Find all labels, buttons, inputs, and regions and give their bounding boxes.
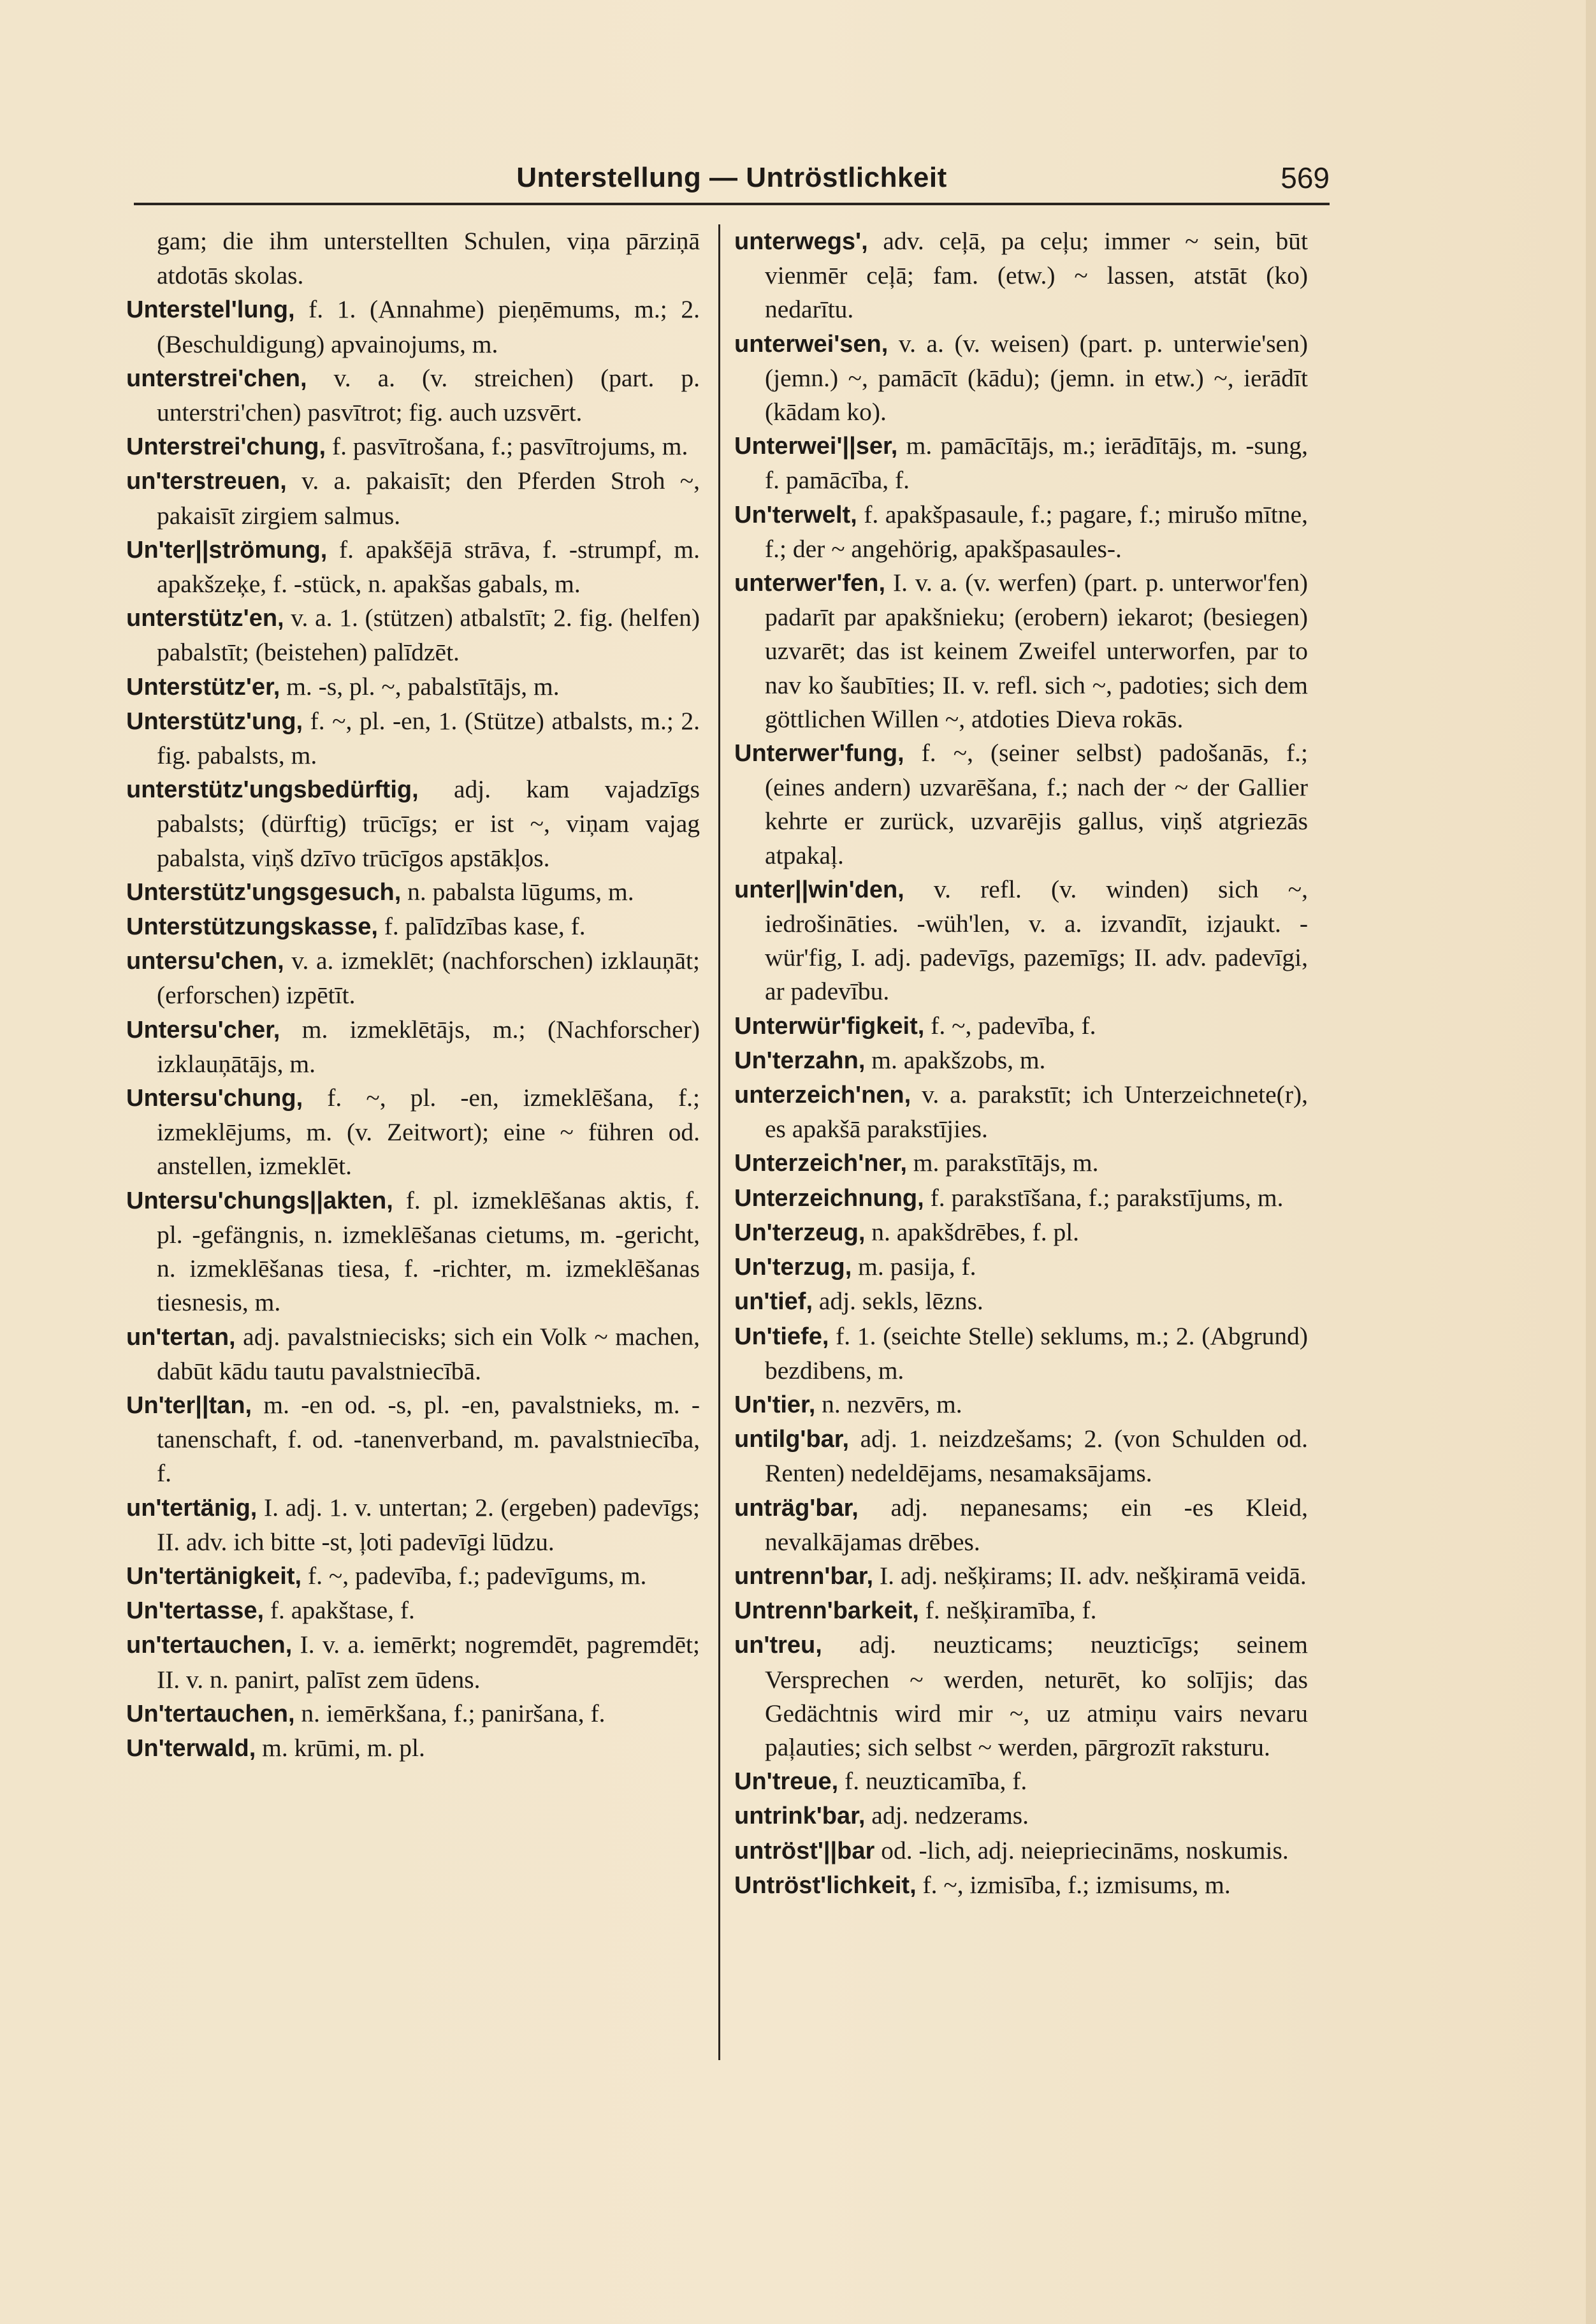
entry-headword: Unterzeich'ner,: [734, 1150, 907, 1177]
entry-definition: adj. pavalstniecisks; sich ein Volk ~ machen, dabūt kādu tautu pavalstniecībā.: [157, 1322, 700, 1385]
dictionary-entry: [734, 1834, 1308, 1868]
entry-definition: adv. ceļā, pa ceļu; immer ~ sein, būt vienmēr ceļā; fam. (etw.) ~ lassen, atstāt (ko) nedarītu.: [765, 227, 1308, 324]
dictionary-entry: [734, 1216, 1308, 1250]
entry-headword: Unterwer'fung,: [734, 740, 904, 767]
entry-definition: m. -s, pl. ~, pabalstītājs, m.: [280, 672, 560, 701]
entry-headword: Untersu'chung,: [126, 1085, 303, 1112]
dictionary-entry: [126, 773, 700, 875]
dictionary-entry: [734, 498, 1308, 566]
entry-headword: Un'ter||tan,: [126, 1391, 252, 1419]
running-head: Unterstellung — Untröstlichkeit: [516, 162, 947, 193]
entry-definition: f. pl. izmeklēšanas aktis, f. pl. -gefängnis, n. izmeklēšanas cietums, m. -gericht, n. izmeklēšanas tiesa, f. -richter, m. izmeklēšanas tiesnesis, m.: [157, 1186, 700, 1317]
dictionary-entry: [126, 910, 700, 944]
entry-headword: Un'terzahn,: [734, 1047, 866, 1074]
entry-headword: Untersu'cher,: [126, 1016, 280, 1043]
dictionary-entry: [126, 1594, 700, 1628]
dictionary-entry: [734, 1559, 1308, 1594]
dictionary-entry: [734, 327, 1308, 430]
dictionary-entry: [126, 293, 700, 361]
entry-definition: f. ~, pl. -en, 1. (Stütze) atbalsts, m.; 2. fig. pabalsts, m.: [157, 706, 700, 770]
entry-definition: v. a. pakaisīt; den Pferden Stroh ~, pakaisīt zirgiem salmus.: [157, 467, 700, 530]
dictionary-entry: [734, 429, 1308, 497]
dictionary-entry: [126, 464, 700, 532]
entry-headword: Unterstütz'ung,: [126, 708, 303, 735]
entry-definition: v. a. izmeklēt; (nachforschen) izklauņāt; (erforschen) izpētīt.: [157, 947, 700, 1010]
header-rule: [134, 203, 1330, 205]
entry-headword: un'tertauchen,: [126, 1632, 293, 1659]
entry-definition: adj. neuzticams; neuzticīgs; seinem Versprechen ~ werden, neturēt, ko solījis; das Gedächtnis wird mir ~, uz atmiņu vairs nevaru paļauties; sich selbst ~ werden, pārgrozīt raksturu.: [765, 1630, 1308, 1761]
dictionary-entry: [126, 1388, 700, 1491]
entry-headword: un'treu,: [734, 1632, 822, 1659]
column-divider: [718, 224, 720, 2060]
page-header: [134, 158, 1330, 204]
entry-definition: f. apakšpasaule, f.; pagare, f.; mirušo mītne, f.; der ~ angehörig, apakšpasaules-.: [765, 500, 1308, 563]
entry-headword: Untröst'lichkeit,: [734, 1871, 917, 1899]
entry-headword: un'tertänig,: [126, 1494, 258, 1521]
dictionary-entry: [126, 1491, 700, 1559]
entry-headword: Un'terzug,: [734, 1254, 852, 1281]
entry-definition: adj. nepanesams; ein -es Kleid, nevalkājamas drēbes.: [765, 1493, 1308, 1556]
entry-definition: v. a. 1. (stützen) atbalstīt; 2. fig. (helfen) pabalstīt; (beistehen) palīdzēt.: [157, 604, 700, 667]
dictionary-entry: [734, 1388, 1308, 1422]
entry-headword: Unterstützungskasse,: [126, 913, 378, 941]
entry-definition: I. v. a. (v. werfen) (part. p. unterwor'fen) padarīt par apakšnieku; (erobern) iekarot; (besiegen) uzvarēt; das ist keinem Zweifel unterworfen, par to nav ko šaubīties; II. v. refl. sich ~, padoties; sich dem göttlichen Willen ~, atdoties Dieva rokās.: [765, 569, 1308, 733]
dictionary-entry: [734, 1181, 1308, 1216]
entry-headword: unterstütz'ungsbedürftig,: [126, 776, 419, 804]
dictionary-entry: [126, 1184, 700, 1320]
entry-definition: f. ~, (seiner selbst) padošanās, f.; (eines andern) uzvarēšana, f.; nach der ~ der Gallier kehrte er zurück, uzvarējis gallus, viņš atgriezās atpakaļ.: [765, 739, 1308, 869]
entry-definition: adj. kam vajadzīgs pabalsts; (dürftig) trūcīgs; er ist ~, viņam vajag pabalsta, viņš dzīvo trūcīgos apstākļos.: [157, 775, 700, 872]
left-column: [126, 224, 700, 1766]
dictionary-entry: [734, 1284, 1308, 1319]
entry-definition: m. pamācītājs, m.; ierādītājs, m. -sung, f. pamācība, f.: [765, 432, 1308, 495]
entry-headword: Unterwei'||ser,: [734, 433, 898, 460]
dictionary-entry: [126, 1628, 700, 1696]
dictionary-entry: [734, 224, 1308, 327]
page-edge: [1586, 0, 1596, 2324]
entry-headword: unterwegs',: [734, 228, 868, 255]
entry-definition: I. adj. nešķirams; II. adv. nešķiramā veidā.: [873, 1561, 1307, 1590]
entry-headword: Un'terwald,: [126, 1734, 256, 1762]
dictionary-entry: [734, 1491, 1308, 1559]
entry-headword: untrink'bar,: [734, 1803, 866, 1830]
entry-definition: f. palīdzības kase, f.: [377, 912, 586, 941]
entry-headword: Un'terwelt,: [734, 501, 857, 528]
dictionary-entry: [126, 1013, 700, 1081]
right-column: [734, 224, 1308, 1903]
entry-definition: f. 1. (Annahme) pieņēmums, m.; 2. (Beschuldigung) apvainojums, m.: [157, 295, 700, 358]
entry-headword: un'terstreuen,: [126, 468, 287, 495]
entry-definition: v. refl. (v. winden) sich ~, iedrošināties. -wüh'len, v. a. izvandīt, izjaukt. -wür'fig, I. adj. padevīgs, pazemīgs; II. adv. padevīgi, ar padevību.: [765, 875, 1308, 1006]
entry-definition: f. apakšējā strāva, f. -strumpf, m. apakšzeķe, f. -stück, n. apakšas gabals, m.: [157, 535, 700, 599]
dictionary-entry: [734, 736, 1308, 873]
entry-headword: unterstrei'chen,: [126, 365, 307, 392]
dictionary-entry: [126, 430, 700, 464]
entry-definition: n. nezvērs, m.: [815, 1390, 962, 1418]
entry-headword: Unterzeichnung,: [734, 1184, 924, 1212]
entry-definition: f. ~, padevība, f.: [924, 1011, 1096, 1040]
entry-headword: Un'tertasse,: [126, 1597, 265, 1625]
entry-headword: untrenn'bar,: [734, 1562, 874, 1590]
entry-definition: m. apakšzobs, m.: [865, 1045, 1046, 1074]
entry-headword: untersu'chen,: [126, 948, 284, 975]
entry-headword: untilg'bar,: [734, 1426, 850, 1453]
dictionary-entry: [734, 566, 1308, 736]
entry-headword: Un'tiefe,: [734, 1323, 829, 1350]
entry-headword: un'tief,: [734, 1288, 813, 1316]
entry-definition: v. a. parakstīt; ich Unterzeichnete(r), es apakšā parakstījies.: [765, 1080, 1308, 1144]
entry-headword: Unterwür'figkeit,: [734, 1012, 925, 1040]
dictionary-entry: [126, 1081, 700, 1184]
dictionary-entry: [126, 1731, 700, 1766]
dictionary-entry: [126, 944, 700, 1012]
entry-definition: m. izmeklētājs, m.; (Nachforscher) izklauņātājs, m.: [157, 1015, 700, 1078]
dictionary-entry: [734, 1628, 1308, 1764]
entry-definition: f. nešķiramība, f.: [918, 1596, 1097, 1625]
entry-definition: v. a. (v. streichen) (part. p. unterstri'chen) pasvītrot; fig. auch uzsvērt.: [157, 363, 700, 427]
entry-definition: f. ~, pl. -en, izmeklēšana, f.; izmeklējums, m. (v. Zeitwort); eine ~ führen od. anstellen, izmeklēt.: [157, 1084, 700, 1180]
entry-definition: f. ~, izmisība, f.; izmisums, m.: [916, 1870, 1231, 1899]
dictionary-entry: [126, 1697, 700, 1731]
entry-definition: n. iemērkšana, f.; paniršana, f.: [294, 1699, 606, 1727]
entry-definition: m. pasija, f.: [852, 1253, 976, 1281]
entry-headword: unterwer'fen,: [734, 570, 886, 597]
entry-definition: n. pabalsta lūgums, m.: [401, 877, 634, 906]
entry-headword: Untersu'chungs||akten,: [126, 1187, 393, 1214]
entry-definition: f. 1. (seichte Stelle) seklums, m.; 2. (Abgrund) bezdibens, m.: [765, 1321, 1308, 1384]
page-number: 569: [1280, 161, 1330, 194]
entry-definition: I. adj. 1. v. untertan; 2. (ergeben) padevīgs; II. adv. ich bitte -st, ļoti padevīgi lūdzu.: [157, 1493, 700, 1556]
entry-headword: Un'ter||strömung,: [126, 536, 328, 563]
entry-headword: Untrenn'barkeit,: [734, 1597, 919, 1625]
entry-headword: untröst'||bar: [734, 1837, 875, 1864]
dictionary-entry: [734, 1799, 1308, 1833]
dictionary-entry: [734, 1764, 1308, 1799]
entry-headword: Un'tertauchen,: [126, 1700, 295, 1727]
entry-definition: f. apakštase, f.: [264, 1596, 415, 1625]
entry-headword: Unterstrei'chung,: [126, 433, 326, 461]
entry-definition: gam; die ihm unterstellten Schulen, viņa pārziņā atdotās skolas.: [157, 227, 700, 290]
entry-headword: unterstütz'en,: [126, 605, 284, 632]
dictionary-entry: [126, 875, 700, 910]
dictionary-entry: [734, 1146, 1308, 1180]
entry-definition: v. a. (v. weisen) (part. p. unterwie'sen) (jemn.) ~, pamācīt (kādu); (jemn. in etw.) ~, ierādīt (kādam ko).: [765, 329, 1308, 426]
dictionary-entry: [734, 1078, 1308, 1146]
dictionary-entry: [126, 533, 700, 601]
entry-definition: f. parakstīšana, f.; parakstījums, m.: [924, 1183, 1284, 1212]
dictionary-entry: [126, 224, 700, 293]
dictionary-entry: [734, 1250, 1308, 1284]
entry-definition: f. ~, padevība, f.; padevīgums, m.: [301, 1561, 647, 1590]
dictionary-entry: [126, 1559, 700, 1594]
entry-headword: Unterstütz'er,: [126, 673, 280, 701]
entry-definition: od. -lich, adj. neiepriecināms, noskumis.: [874, 1836, 1289, 1864]
dictionary-entry: [126, 670, 700, 704]
dictionary-entry: [734, 873, 1308, 1009]
entry-headword: unträg'bar,: [734, 1494, 859, 1521]
entry-definition: adj. 1. neizdzešams; 2. (von Schulden od. Renten) nedeldējams, nesamaksājams.: [765, 1425, 1308, 1488]
entry-headword: Un'tier,: [734, 1391, 816, 1418]
entry-definition: m. parakstītājs, m.: [906, 1149, 1099, 1177]
entry-definition: adj. sekls, lēzns.: [813, 1287, 983, 1316]
dictionary-entry: [734, 1422, 1308, 1490]
dictionary-entry: [734, 1319, 1308, 1388]
entry-headword: Unterstütz'ungsgesuch,: [126, 878, 402, 906]
entry-definition: m. krūmi, m. pl.: [256, 1733, 425, 1762]
dictionary-entry: [734, 1868, 1308, 1903]
entry-headword: Unterstel'lung,: [126, 296, 295, 324]
entry-headword: Un'tertänigkeit,: [126, 1562, 302, 1590]
dictionary-entry: [126, 601, 700, 669]
dictionary-entry: [126, 1320, 700, 1388]
dictionary-entry: [734, 1594, 1308, 1628]
entry-headword: Un'treue,: [734, 1768, 839, 1796]
entry-headword: unterzeich'nen,: [734, 1082, 911, 1109]
dictionary-entry: [126, 704, 700, 773]
dictionary-entry: [126, 361, 700, 430]
entry-headword: unterwei'sen,: [734, 330, 889, 358]
entry-definition: f. pasvītrošana, f.; pasvītrojums, m.: [326, 432, 688, 461]
entry-headword: unter||win'den,: [734, 876, 904, 903]
entry-definition: I. v. a. iemērkt; nogremdēt, pagremdēt; II. v. n. panirt, palīst zem ūdens.: [157, 1630, 700, 1694]
entry-headword: Un'terzeug,: [734, 1219, 866, 1246]
entry-definition: m. -en od. -s, pl. -en, pavalstnieks, m. -tanenschaft, f. od. -tanenverband, m. pavalstniecība, f.: [157, 1390, 700, 1488]
entry-definition: adj. nedzerams.: [865, 1801, 1029, 1830]
entry-definition: n. apakšdrēbes, f. pl.: [865, 1217, 1080, 1246]
entry-headword: un'tertan,: [126, 1323, 236, 1351]
dictionary-entry: [734, 1043, 1308, 1078]
entry-definition: f. neuzticamība, f.: [838, 1767, 1027, 1796]
dictionary-entry: [734, 1009, 1308, 1043]
